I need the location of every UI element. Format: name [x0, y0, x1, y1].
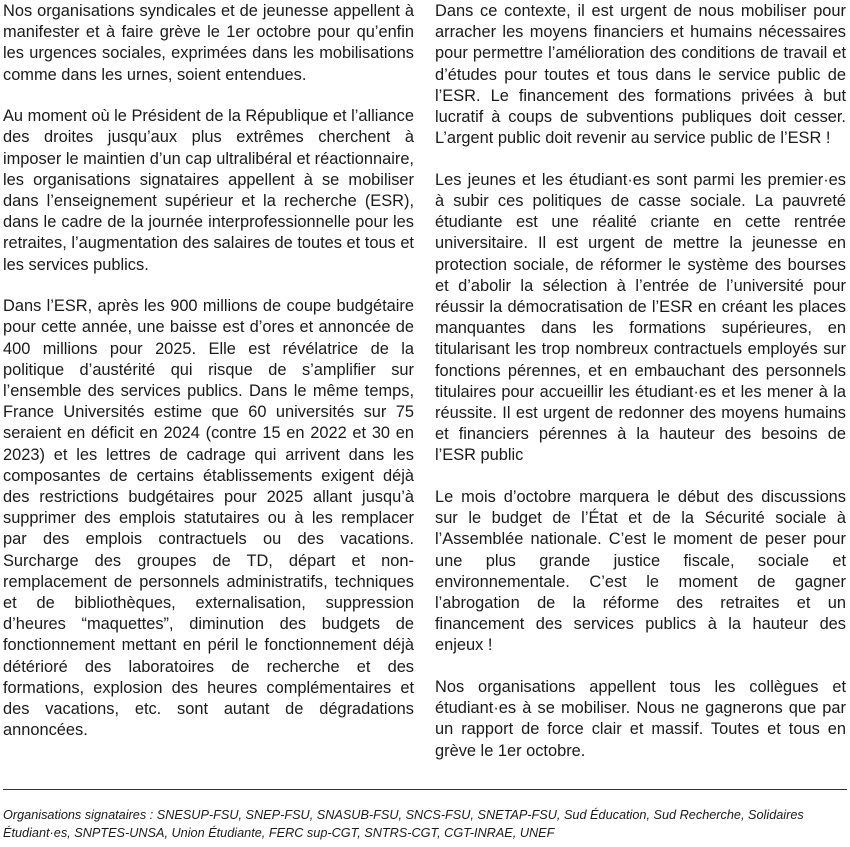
left-column [3, 0, 414, 762]
signatories-footer: Organisations signataires : SNESUP-FSU, SNEP-FSU, SNASUB-FSU, SNCS-FSU, SNETAP-FSU, Sud Éducation, Sud Recherche, Solidaires Étudiant·es, SNPTES-UNSA, Union Étudiante, FERC sup-CGT, SNTRS-CGT, CGT-INRAE, UNEF [3, 808, 804, 840]
paragraph-closing-call: Nos organisations appellent tous les collègues et étudiant·es à se mobiliser. Nous ne gagnerons que par un rapport de force clair et massif. Toutes et tous en grève le 1er octobre. [435, 678, 846, 760]
footer-divider [3, 789, 847, 790]
paragraph-call-to-strike: Nos organisations syndicales et de jeunesse appellent à manifester et à faire grève le 1er octobre pour qu’enfin les urgences sociales, exprimées dans les mobilisations comme dans les urnes, soient entendues. [3, 2, 414, 84]
paragraph-students: Les jeunes et les étudiant·es sont parmi les premier·es à subir ces politiques de casse sociale. La pauvreté étudiante est une réalité criante en cette rentrée universitaire. Il est urgent de mettre la jeunesse en protection sociale, de réformer le système des bourses et d’abolir la sélection à l’entrée de l’université pour réussir la démocratisation de l’ESR en créant les places manquantes dans les formations supérieures, en titularisant les trop nombreux contractuels employés sur fonctions pérennes, et en embauchant des personnels titulaires pour accueillir les étudiant·es et les mener à la réussite. Il est urgent de redonner des moyens humains et financiers pérennes à la hauteur des besoins de l’ESR public [435, 170, 846, 465]
paragraph-political-context: Au moment où le Président de la République et l’alliance des droites jusqu’aux plus extrêmes cherchent à imposer le maintien d’un cap ultralibéral et réactionnaire, les organisations signataires appellent à se mobiliser dans l’enseignement supérieur et la recherche (ESR), dans le cadre de la journée interprofessionnelle pour les retraites, l’augmentation des salaires de toutes et tous et les services publics. [3, 107, 414, 274]
paragraph-mobilisation: Dans ce contexte, il est urgent de nous mobiliser pour arracher les moyens financiers et humains nécessaires pour permettre l’amélioration des conditions de travail et d’études pour toutes et tous dans le service public de l’ESR. Le financement des formations privées à but lucratif à coups de subventions publiques doit cesser. L’argent public doit revenir au service public de l’ESR ! [435, 2, 846, 148]
paragraph-october-budget: Le mois d’octobre marquera le début des discussions sur le budget de l’État et de la Sécurité sociale à l’Assemblée nationale. C’est le moment de peser pour une plus grande justice fiscale, sociale et environnementale. C’est le moment de gagner l’abrogation de la réforme des retraites et un financement des services publics à la hauteur des enjeux ! [435, 488, 846, 655]
paragraph-budget-cuts: Dans l’ESR, après les 900 millions de coupe budgétaire pour cette année, une baisse est d’ores et annoncée de 400 millions pour 2025. Elle est révélatrice de la politique d’austérité qui risque de s’amplifier sur l’ensemble des services publics. Dans le même temps, France Universités estime que 60 universités sur 75 seraient en déficit en 2024 (contre 15 en 2022 et 30 en 2023) et les lettres de cadrage qui arrivent dans les composantes de certains établissements exigent déjà des restrictions budgétaires pour 2025 allant jusqu’à supprimer des emplois statutaires ou à les remplacer par des emplois contractuels ou des vacations. Surcharge des groupes de TD, départ et non-remplacement de personnels administratifs, techniques et de bibliothèques, externalisation, suppression d’heures “maquettes”, diminution des budgets de fonctionnement mettant en péril le fonctionnement déjà détérioré des laboratoires de recherche et des formations, explosion des heures complémentaires et des vacations, etc. sont autant de dégradations annoncées. [3, 297, 414, 740]
right-column [435, 0, 846, 782]
